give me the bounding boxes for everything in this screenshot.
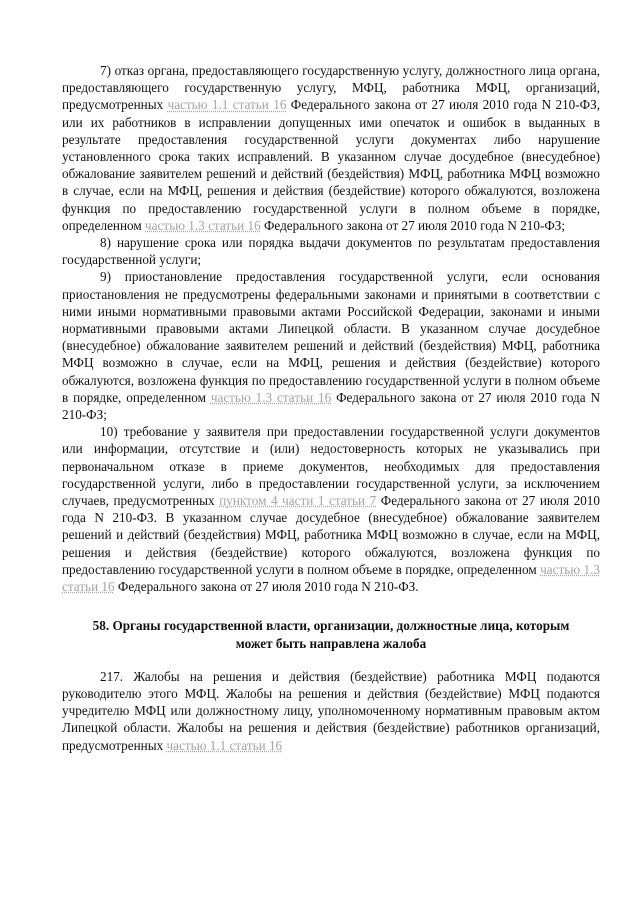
paragraph-text: Федерального закона от 27 июля 2010 года N 210-ФЗ. В указанном случае досудебное (внесудебное) обжалование заявителем решений и действий (бездействия) МФЦ, работника МФЦ возможно в случае, если на МФЦ, решения и действия (бездействие) которого обжалуются, возложена функция по предоставлению государственной услуги в полном объеме в порядке, определенном [62,493,600,577]
paragraph-item-7 [62,62,600,234]
law-reference-link[interactable]: пунктом 4 части 1 статьи 7 [219,493,377,509]
paragraph-text: Федерального закона от 27 июля 2010 года N 210-ФЗ. [114,579,419,595]
document-page [62,62,600,754]
paragraph-217 [62,668,600,754]
paragraph-text: 217. Жалобы на решения и действия (бездействие) работника МФЦ подаются руководителю этого МФЦ. Жалобы на решения и действия (бездействие) МФЦ подаются учредителю МФЦ или должностному лицу, уполномоченному нормативным правовым актом Липецкой области. Жалобы на решения и действия (бездействие) работников организаций, предусмотренных [62,668,600,753]
law-reference-link[interactable]: частью 1.3 статьи 16 [145,217,261,233]
paragraph-item-9 [62,268,600,423]
paragraph-text: Федерального закона от 27 июля 2010 года N 210-ФЗ, или их работников в исправлении допущенных ими опечаток и ошибок в выданных в результате предоставления государственной услуги документах либо нарушение установленного срока таких исправлений. В указанном случае досудебное (внесудебное) обжалование заявителем решений и действий (бездействия) МФЦ, работника МФЦ возможно в случае, если на МФЦ, решения и действия (бездействие) которого обжалуются, возложена функция по предоставлению государственной услуги в полном объеме в порядке, определенном [62,97,600,233]
law-reference-link[interactable]: частью 1.3 статьи 16 [210,389,332,405]
paragraph-text: 9) приостановление предоставления государственной услуги, если основания приостановления не предусмотрены федеральными законами и принятыми в соответствии с ними иными нормативными правовыми актами Российской Федерации, законами и иными нормативными правовыми актами Липецкой области. В указанном случае досудебное (внесудебное) обжалование заявителем решений и действий (бездействия) МФЦ, работника МФЦ возможно в случае, если на МФЦ, решения и действия (бездействие) которого обжалуются, возложена функция по предоставлению государственной услуги в полном объеме в порядке, определенном [62,269,600,405]
paragraph-item-10 [62,423,600,595]
law-reference-link[interactable]: частью 1.1 статьи 16 [166,737,283,753]
paragraph-text: 7) отказ органа, предоставляющего государственную услугу, должностного лица органа, предоставляющего государственную услугу, МФЦ, работника МФЦ, организаций, предусмотренных [62,63,600,113]
paragraph-text: Федерального закона от 27 июля 2010 года N 210-ФЗ; [260,217,566,233]
section-heading: 58. Органы государственной власти, организации, должностные лица, которым может быть направлена жалоба [92,618,570,651]
paragraph-text: Федерального закона от 27 июля 2010 года N 210-ФЗ; [62,389,601,423]
law-reference-link[interactable]: частью 1.1 статьи 16 [167,97,287,113]
paragraph-item-8: 8) нарушение срока или порядка выдачи документов по результатам предоставления государственной услуги; [62,235,600,268]
law-reference-link[interactable]: частью 1.3 статьи 16 [62,561,600,595]
paragraph-text: 10) требование у заявителя при предоставлении государственной услуги документов или информации, отсутствие и (или) недостоверность которых не указывались при первоначальном отказе в приеме документов, необходимых для предоставления государственной услуги, либо в предоставлении государственной услуги, за исключением случаев, предусмотренных [62,424,600,509]
